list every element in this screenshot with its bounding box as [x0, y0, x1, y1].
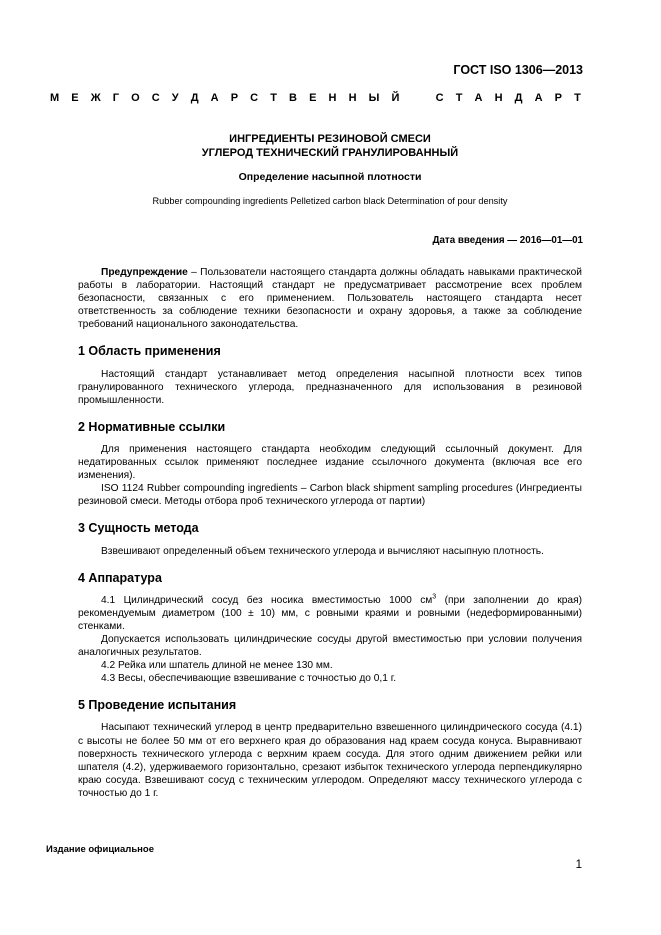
banner-letter: Д: [514, 92, 523, 104]
section-4-item-1: 4.1 Цилиндрический сосуд без носика вместимостью 1000 $см^3$ (при заполнении до края) рекомендуемым диаметром (100 ± 10) мм, с ровными краями и ровными (недеформированными) стенками.: [78, 593, 583, 632]
section-1-text: Настоящий стандарт устанавливает метод определения насыпной плотности всех типов гранулированного технического углерода, предназначенного для использования в резиновой промышленности.: [78, 368, 582, 406]
section-4-item-3: 4.3 Весы, обеспечивающие взвешивание с точностью до 0,1 г.: [101, 673, 397, 685]
title-line-1: ИНГРЕДИЕНТЫ РЕЗИНОВОЙ СМЕСИ: [229, 133, 431, 145]
introduction-date: Дата введения — 2016—01—01: [432, 235, 583, 246]
section-4-note: Допускается использовать цилиндрические сосуды другой вместимостью при условии получения аналогичных результатов.: [78, 633, 582, 659]
warning-label: Предупреждение: [101, 267, 188, 278]
banner-letter: Г: [112, 92, 119, 104]
title-line-2: УГЛЕРОД ТЕХНИЧЕСКИЙ ГРАНУЛИРОВАННЫЙ: [201, 147, 459, 159]
section-1-heading: 1 Область применения: [78, 344, 221, 359]
banner-letter: А: [534, 92, 543, 104]
banner-letter: С: [250, 92, 259, 104]
section-5-text: Насыпают технический углерод в центр предварительно взвешенного цилиндрического сосуда (4.1) с высоты не более 50 мм от его верхнего края до образования над краем сосуда конуса. Выравнивают поверхность технического углерода с верхним краем сосуда. Для этого одним движением рейки или шпателя (4.2), удерживаемого горизонтально, срезают избыток технического углерода перпендикулярно краю сосуда. Взвешивают сосуд с техническим углеродом. Определяют массу технического углерода с точностью до 1 г.: [78, 722, 582, 799]
banner-letter: Е: [71, 92, 79, 104]
official-edition-label: Издание официальное: [46, 844, 154, 855]
section-3-heading: 3 Сущность метода: [78, 521, 199, 536]
warning-paragraph: [78, 266, 582, 331]
banner-letter: Р: [230, 92, 239, 104]
banner-letter: Н: [328, 92, 337, 104]
banner-letter: Й: [391, 92, 400, 104]
section-4-item-2: 4.2 Рейка или шпатель длиной не менее 130 мм.: [101, 660, 333, 672]
page-number: 1: [575, 859, 582, 871]
banner-letter: Н: [348, 92, 357, 104]
document-body: [78, 266, 582, 800]
banner-letter: Т: [455, 92, 463, 104]
banner-letter: Т: [270, 92, 277, 104]
english-title: Rubber compounding ingredients Pelletized carbon black Determination of pour density: [152, 196, 508, 206]
banner-letter: Д: [190, 92, 199, 104]
banner-letter: В: [289, 92, 297, 104]
banner-letter: А: [210, 92, 219, 104]
document-subtitle: Определение насыпной плотности: [238, 171, 422, 183]
banner-letter: Е: [309, 92, 317, 104]
banner-letter: Ж: [90, 92, 101, 104]
banner-letter: А: [474, 92, 483, 104]
warning-text: – Пользователи настоящего стандарта должны обладать навыками практической работы в лаборатории. Настоящий стандарт не предусматривает рассмотрение всех проблем безопасности, связанных с его применением. Пользователь настоящего стандарта несет ответственность за соблюдение техники безопасности и охрану здоровья, а также за соблюдение требований национального законодательства.: [78, 267, 582, 331]
section-2-text: Для применения настоящего стандарта необходим следующий ссылочный документ. Для недатированных ссылок применяют последнее издание ссылочного документа (включая все его изменения).: [78, 443, 582, 482]
section-5-heading: 5 Проведение испытания: [78, 698, 237, 713]
standard-category-banner: [50, 92, 581, 104]
banner-letter: Н: [494, 92, 503, 104]
banner-letter: С: [151, 92, 160, 104]
section-2-reference: ISO 1124 Rubber compounding ingredients – Carbon black shipment sampling procedures (Ингредиенты резиновой смеси. Методы отбора проб технического углерода от партии): [78, 483, 582, 508]
banner-letter: У: [171, 92, 179, 104]
banner-letter: М: [50, 92, 60, 104]
document-title: [78, 132, 582, 160]
banner-letter: О: [131, 92, 140, 104]
banner-letter: Т: [574, 92, 581, 104]
standard-code: ГОСТ ISO 1306—2013: [453, 63, 583, 77]
banner-letter: Ы: [368, 92, 380, 104]
section-4-heading: 4 Аппаратура: [78, 570, 162, 585]
banner-letter: С: [435, 92, 444, 104]
banner-letter: Р: [554, 92, 562, 104]
section-3-text: Взвешивают определенный объем технического углерода и вычисляют насыпную плотность.: [101, 545, 544, 557]
section-2-heading: 2 Нормативные ссылки: [78, 419, 226, 434]
